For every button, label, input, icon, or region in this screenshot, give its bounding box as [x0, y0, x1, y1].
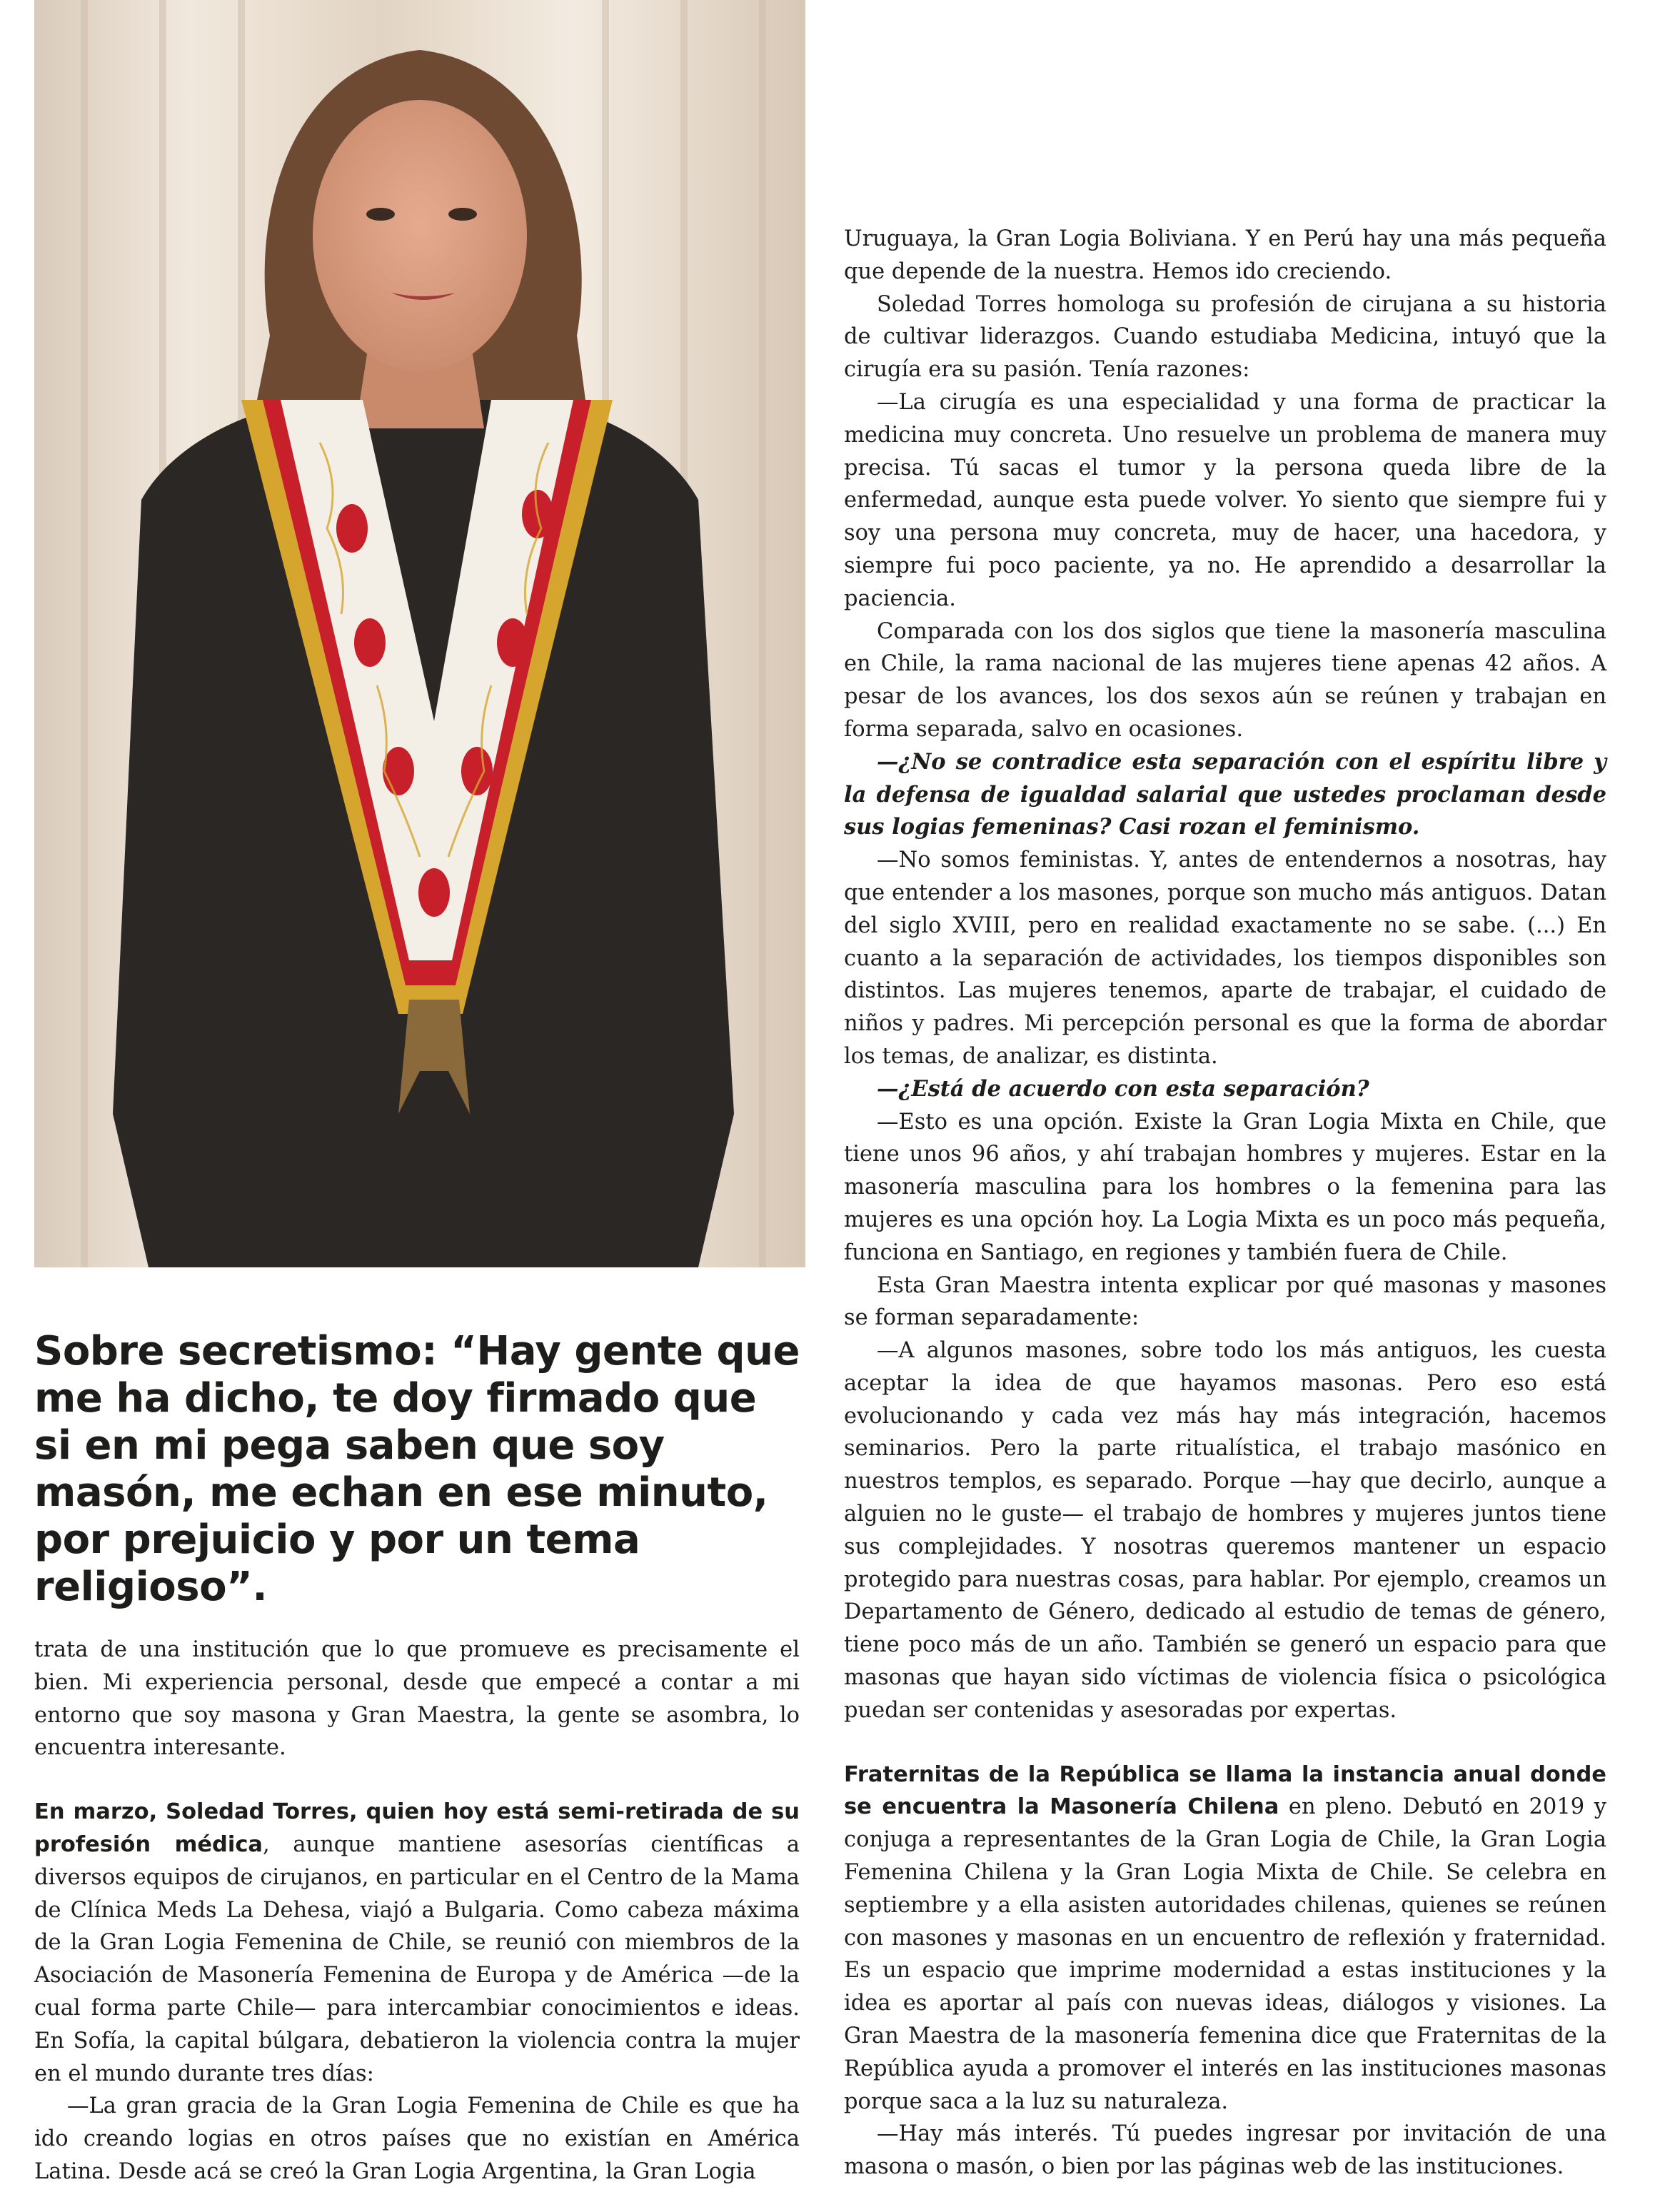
paragraph: Esta Gran Maestra intenta explicar por qué masonas y masones se forman separadamente: [844, 1272, 1606, 1331]
paragraph: Uruguaya, la Gran Logia Boliviana. Y en Perú hay una más pequeña que depende de la nuestra. Hemos ido creciendo. [844, 226, 1606, 284]
portrait-photo [34, 0, 805, 1267]
paragraph: —La cirugía es una especialidad y una forma de practicar la medicina muy concreta. Uno resuelve un problema de manera muy precisa. Tú sacas el tumor y la persona queda libre de la enfermedad, aunque esta puede volver. Yo siento que siempre fui y soy una persona muy concreta, muy de hacer, una hacedora, y siempre fui poco paciente, ya no. He aprendido a desarrollar la paciencia. [844, 389, 1606, 611]
paragraph: Fraternitas de la República se llama la instancia anual donde se encuentra la Masonería Chilena en pleno. Debutó en 2019 y conjuga a representantes de la Gran Logia de Chile, la Gran Logia Femenina Chilena y la Gran Logia Mixta de Chile. Se celebra en septiembre y a ella asisten autoridades chilenas, quienes se reúnen con masones y masonas en un encuentro de reflexión y fraternidad. Es un espacio que imprime modernidad a estas instituciones y la idea es aportar al país con nuevas ideas, diálogos y visiones. La Gran Maestra de la masonería femenina dice que Fraternitas de la República ayuda a promover el interés en las instituciones masonas porque saca a la luz su naturaleza. [844, 1761, 1606, 2114]
paragraph: —La gran gracia de la Gran Logia Femenina de Chile es que ha ido creando logias en otros países que no existían en América Latina. Desde acá se creó la Gran Logia Argentina, la Gran Logia [34, 2093, 800, 2184]
paragraph: —Hay más interés. Tú puedes ingresar por invitación de una masona o masón, o bien por las páginas web de las instituciones. [844, 2121, 1606, 2180]
lead-in: En marzo, Soledad Torres, quien hoy está semi-retirada de su profesión médica [34, 1799, 800, 1857]
paragraph: —No somos feministas. Y, antes de entendernos a nosotras, hay que entender a los masones, porque son mucho más antiguos. Datan del siglo XVIII, pero en realidad exactamente no se sabe. (...) En cuanto a la separación de actividades, los tiempos disponibles son distintos. Las mujeres tenemos, aparte de trabajar, el cuidado de niños y padres. Mi percepción personal es que la forma de abordar los temas, de analizar, es distinta. [844, 848, 1606, 1069]
interview-question: —¿Está de acuerdo con esta separación? [877, 1075, 1369, 1102]
paragraph: —A algunos masones, sobre todo los más antiguos, les cuesta aceptar la idea de que hayamos masonas. Pero eso está evolucionando y cada vez más hay más integración, hacemos seminarios. Pero la parte ritualística, el trabajo masónico en nuestros templos, es separado. Porque —hay que decirlo, aunque a alguien no le guste— el trabajo de hombres y mujeres juntos tiene sus complejidades. Y nosotras queremos mantener un espacio protegido para nuestras cosas, para hablar. Por ejemplo, creamos un Departamento de Género, dedicado al estudio de temas de género, tiene poco más de un año. También se generó un espacio para que masonas que hayan sido víctimas de violencia física o psicológica puedan ser contenidas y asesoradas por expertas. [844, 1338, 1606, 1723]
paragraph: En marzo, Soledad Torres, quien hoy está semi-retirada de su profesión médica, aunque mantiene asesorías científicas a diversos equipos de cirujanos, en particular en el Centro de la Mama de Clínica Meds La Dehesa, viajó a Bulgaria. Como cabeza máxima de la Gran Logia Femenina de Chile, se reunió con miembros de la Asociación de Masonería Femenina de Europa y de América —de la cual forma parte Chile— para intercambiar conocimientos e ideas. En Sofía, la capital búlgara, debatieron la violencia contra la mujer en el mundo durante tres días: [34, 1799, 800, 2086]
interview-question: —¿No se contradice esta separación con el espíritu libre y la defensa de igualdad salarial que ustedes proclaman desde sus logias femeninas? Casi rozan el feminismo. [844, 748, 1606, 840]
paragraph: —Esto es una opción. Existe la Gran Logia Mixta en Chile, que tiene unos 96 años, y ahí trabajan hombres y mujeres. Estar en la masonería masculina para los hombres o la femenina para las mujeres es una opción hoy. La Logia Mixta es un poco más pequeña, funciona en Santiago, en regiones y también fuera de Chile. [844, 1109, 1606, 1265]
left-column [34, 1634, 800, 2188]
paragraph: Comparada con los dos siglos que tiene la masonería masculina en Chile, la rama nacional de las mujeres tiene apenas 42 años. A pesar de los avances, los dos sexos aún se reúnen y trabajan en forma separada, salvo en ocasiones. [844, 618, 1606, 742]
right-column [844, 223, 1606, 2183]
paragraph: Soledad Torres homologa su profesión de cirujana a su historia de cultivar liderazgos. Cuando estudiaba Medicina, intuyó que la cirugía era su pasión. Tenía razones: [844, 291, 1606, 383]
paragraph: trata de una institución que lo que promueve es precisamente el bien. Mi experiencia personal, desde que empecé a contar a mi entorno que soy masona y Gran Maestra, la gente se asombra, lo encuentra interesante. [34, 1637, 800, 1761]
pull-quote: Sobre secretismo: “Hay gente que me ha dicho, te doy firmado que si en mi pega saben que soy masón, me echan en ese minuto, por prejuicio y por un tema religioso”. [34, 1328, 800, 1610]
lead-in: Fraternitas de la República se llama la instancia anual donde se encuentra la Masonería Chilena [844, 1761, 1606, 1820]
